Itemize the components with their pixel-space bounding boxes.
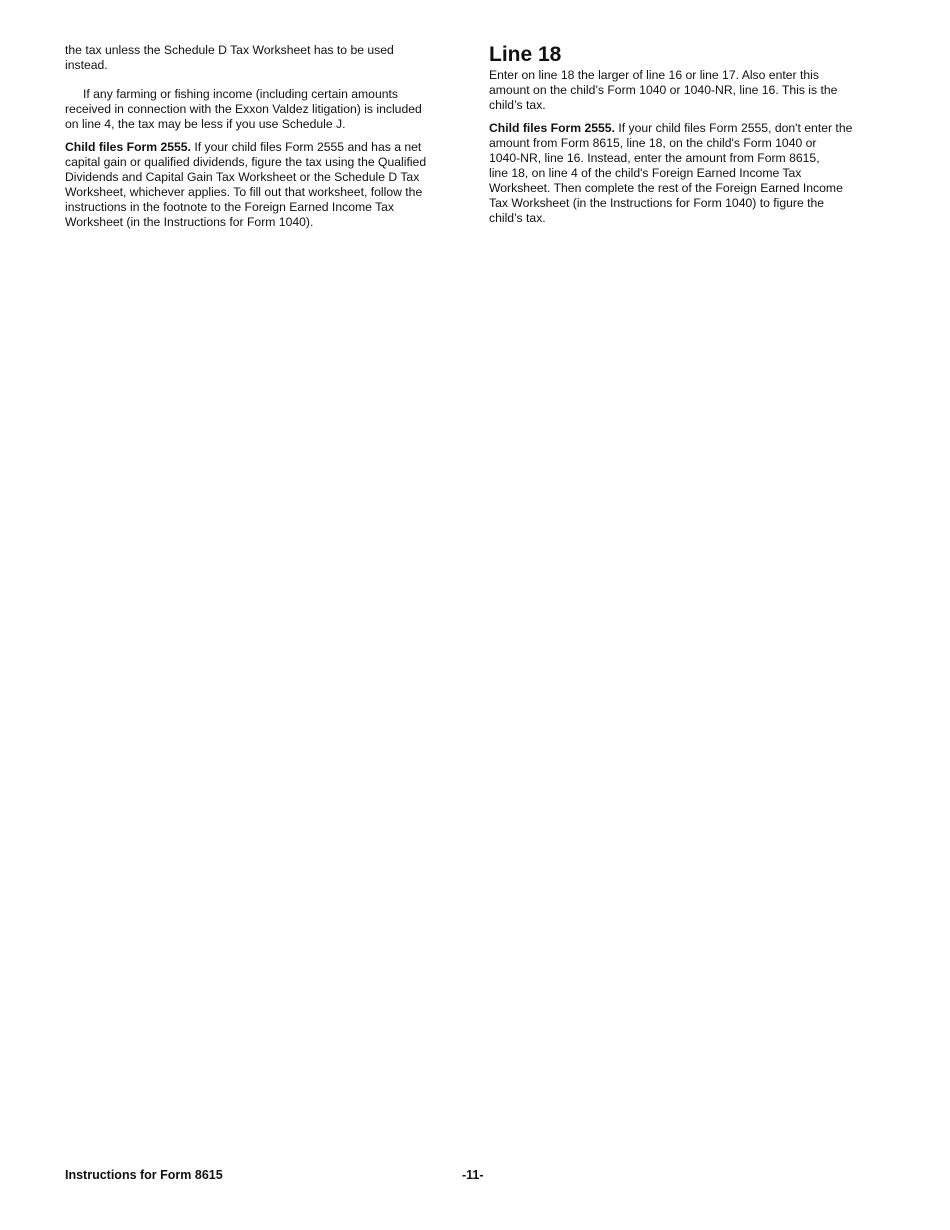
section-heading-line-18: Line 18 (489, 43, 562, 66)
run-in-heading: Child files Form 2555. (489, 121, 615, 135)
text-line: If your child files Form 2555 and has a net (190, 140, 422, 154)
text-line: on line 4, the tax may be less if you use Schedule J. (65, 117, 346, 131)
text-line: the tax unless the Schedule D Tax Worksheet has to be used (65, 43, 394, 57)
text-line: Worksheet, whichever applies. To fill out that worksheet, follow the (65, 185, 423, 199)
text-line: line 18, on line 4 of the child's Foreign Earned Income Tax (489, 166, 802, 180)
text-line: instructions in the footnote to the Foreign Earned Income Tax (65, 200, 395, 214)
paragraph-line-18 (489, 68, 889, 113)
footer-doc-title: Instructions for Form 8615 (65, 1168, 223, 1182)
text-line: amount from Form 8615, line 18, on the child's Form 1040 or (489, 136, 817, 150)
paragraph-child-files-2555 (65, 140, 460, 230)
text-line: amount on the child’s Form 1040 or 1040-NR, line 16. This is the (489, 83, 838, 97)
paragraph-farming-income (65, 87, 460, 132)
text-line: child’s tax. (489, 98, 546, 112)
text-line: instead. (65, 58, 108, 72)
text-line: Tax Worksheet (in the Instructions for Form 1040) to figure the (489, 196, 825, 210)
text-line: Dividends and Capital Gain Tax Worksheet or the Schedule D Tax (65, 170, 420, 184)
text-line: If your child files Form 2555, don't enter the (614, 121, 853, 135)
text-line: capital gain or qualified dividends, figure the tax using the Qualified (65, 155, 427, 169)
left-column (65, 43, 460, 238)
text-line: received in connection with the Exxon Valdez litigation) is included (65, 102, 422, 116)
text-line: Worksheet (in the Instructions for Form 1040). (65, 215, 314, 229)
paragraph-child-files-2555-line-18 (489, 121, 889, 226)
text-line: Worksheet. Then complete the rest of the Foreign Earned Income (489, 181, 843, 195)
text-line: child’s tax. (489, 211, 546, 225)
text-line: 1040-NR, line 16. Instead, enter the amount from Form 8615, (489, 151, 820, 165)
text-line: If any farming or fishing income (including certain amounts (83, 87, 398, 101)
right-column (489, 43, 889, 234)
footer-page-number: -11- (462, 1168, 484, 1182)
paragraph-schedule-d (65, 43, 460, 73)
text-line: Enter on line 18 the larger of line 16 or line 17. Also enter this (489, 68, 819, 82)
run-in-heading: Child files Form 2555. (65, 140, 191, 154)
